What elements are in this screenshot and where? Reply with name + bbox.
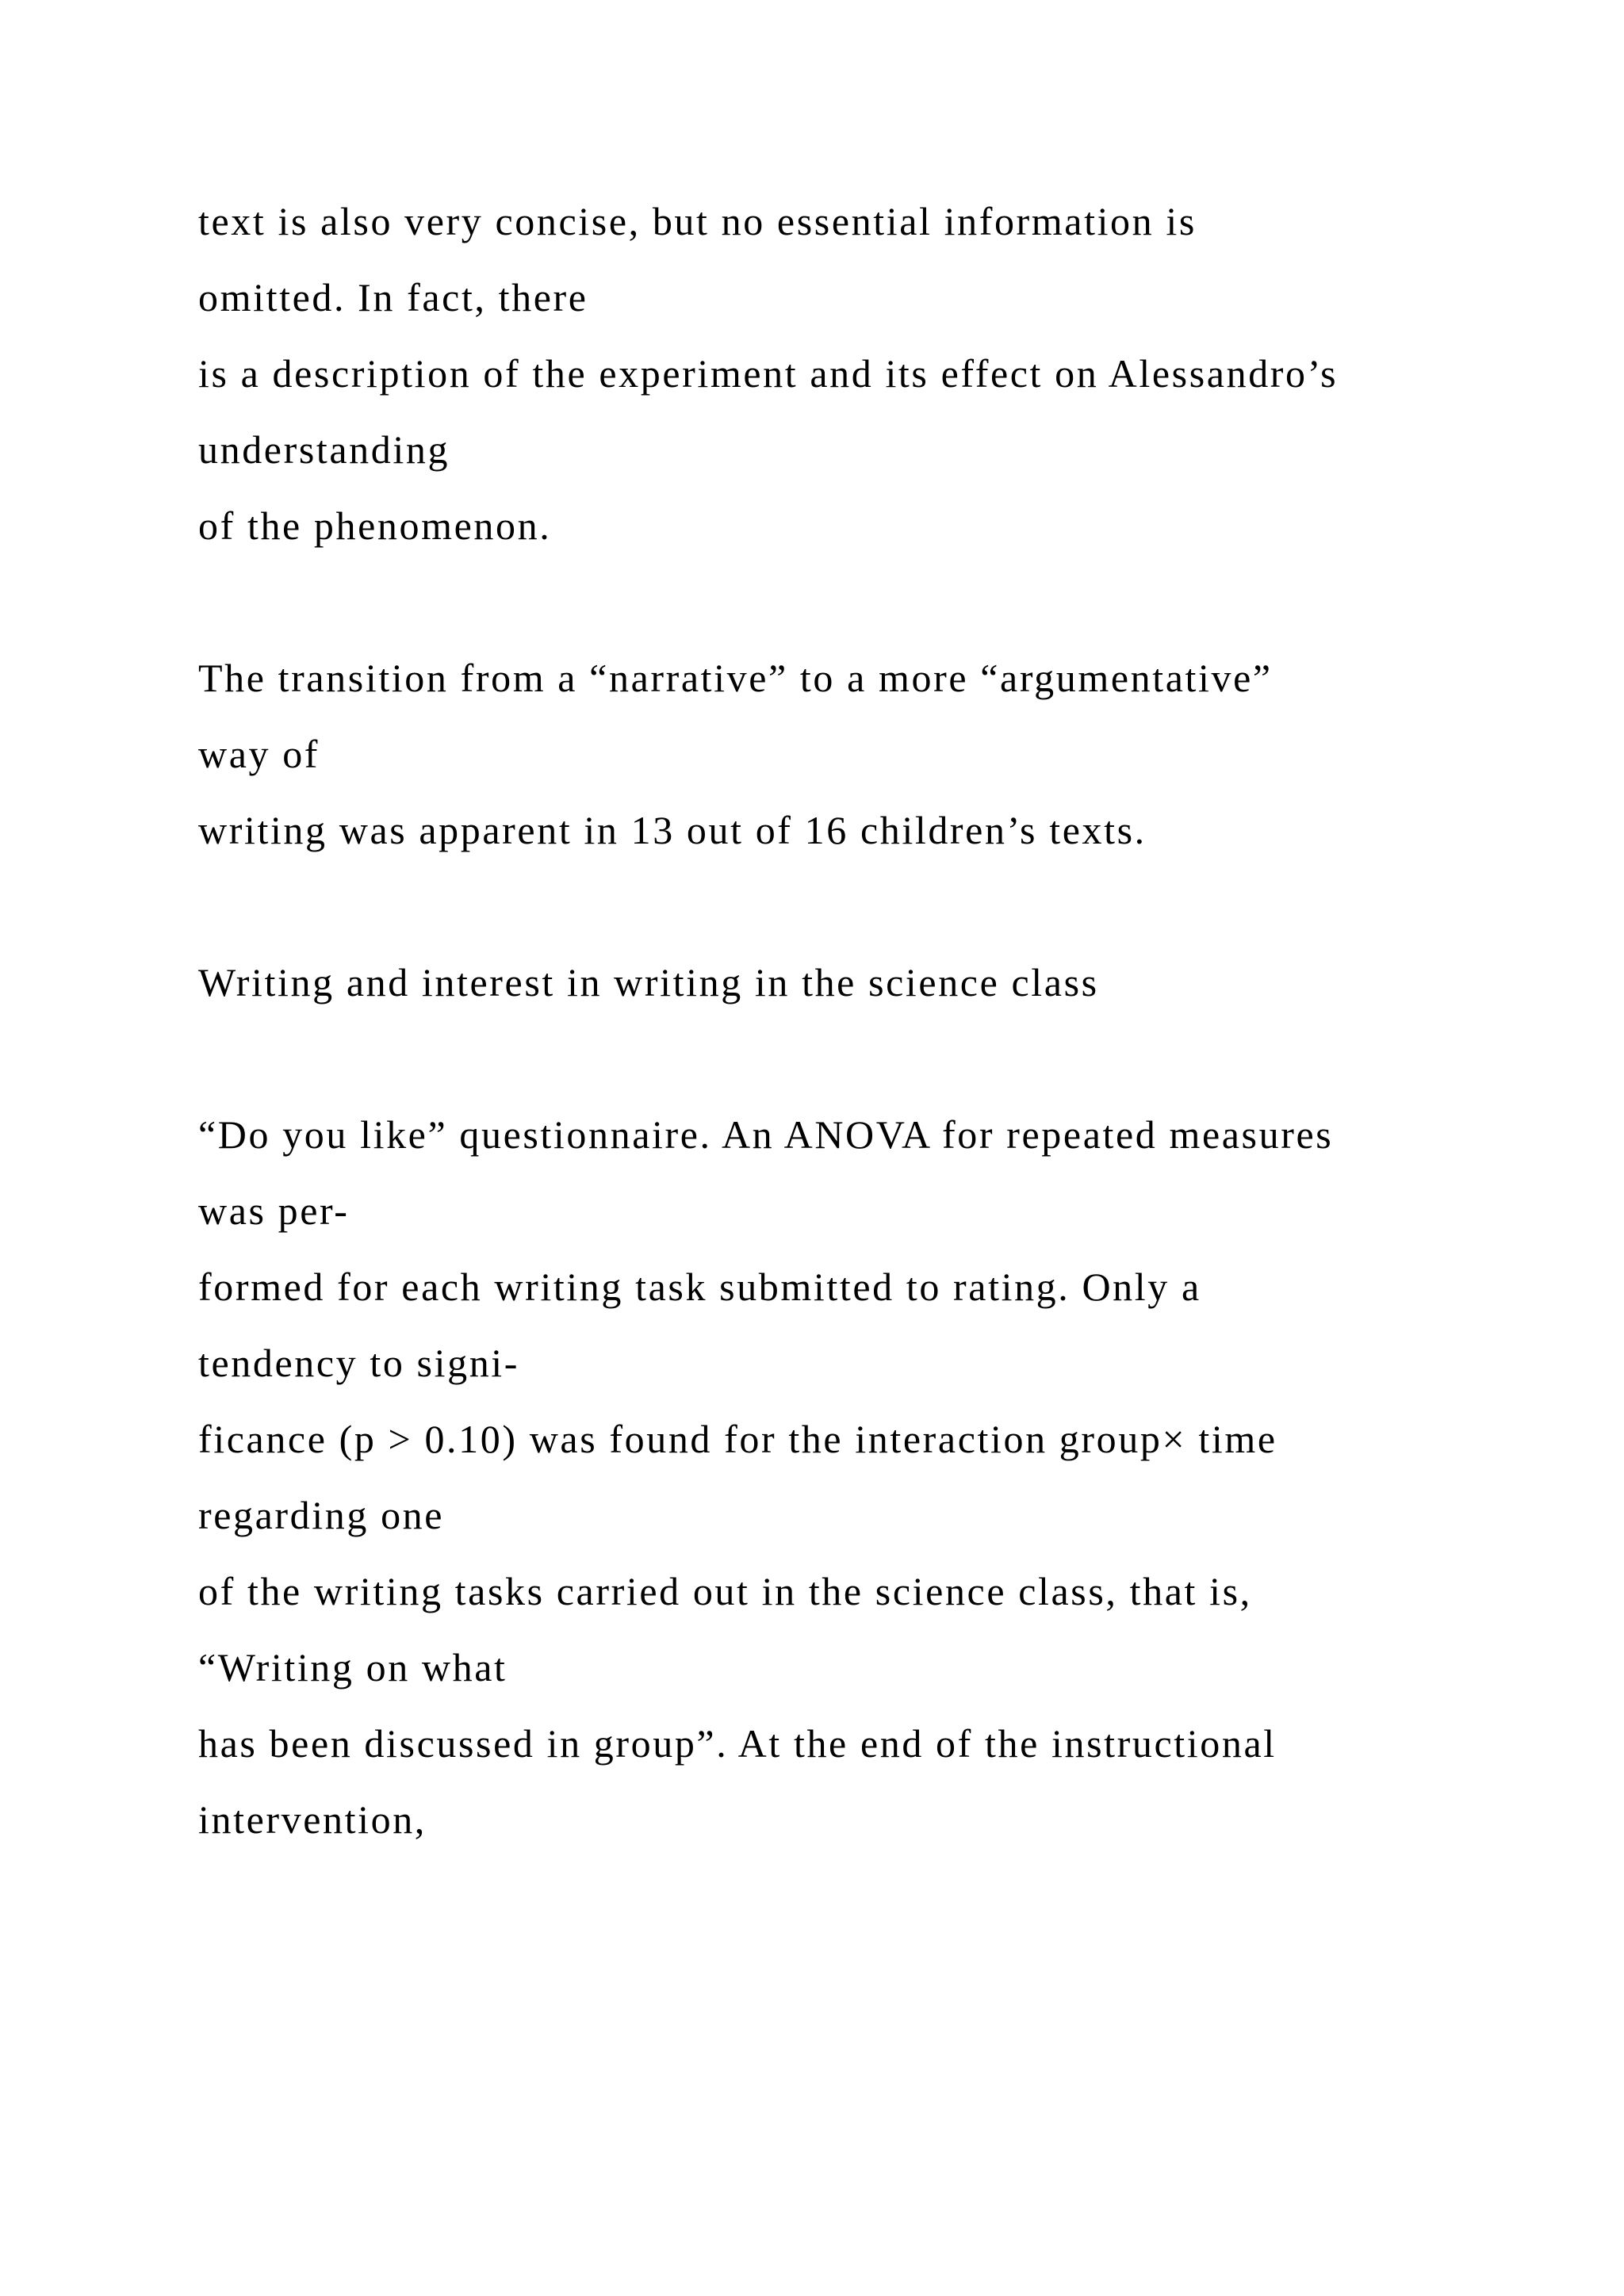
text-line: intervention, bbox=[198, 1797, 427, 1842]
text-line: ficance (p > 0.10) was found for the interaction group× time bbox=[198, 1417, 1277, 1461]
text-line: is a description of the experiment and its effect on Alessandro’s bbox=[198, 351, 1339, 396]
text-line: of the phenomenon. bbox=[198, 503, 552, 548]
text-line: way of bbox=[198, 732, 320, 776]
text-line: regarding one bbox=[198, 1493, 445, 1537]
text-line: “Do you like” questionnaire. An ANOVA for repeated measures bbox=[198, 1112, 1334, 1157]
text-line: understanding bbox=[198, 427, 450, 472]
text-line: was per- bbox=[198, 1188, 350, 1233]
text-line: “Writing on what bbox=[198, 1645, 508, 1689]
section-heading: Writing and interest in writing in the science class bbox=[198, 960, 1099, 1004]
text-line: The transition from a “narrative” to a more “argumentative” bbox=[198, 656, 1273, 700]
text-line: has been discussed in group”. At the end of the instructional bbox=[198, 1721, 1277, 1766]
text-line: omitted. In fact, there bbox=[198, 275, 588, 320]
text-line: writing was apparent in 13 out of 16 children’s texts. bbox=[198, 808, 1147, 852]
text-line: text is also very concise, but no essential information is bbox=[198, 199, 1197, 243]
text-line: tendency to signi- bbox=[198, 1341, 520, 1385]
text-line: formed for each writing task submitted to rating. Only a bbox=[198, 1265, 1201, 1309]
text-line: of the writing tasks carried out in the science class, that is, bbox=[198, 1569, 1252, 1613]
